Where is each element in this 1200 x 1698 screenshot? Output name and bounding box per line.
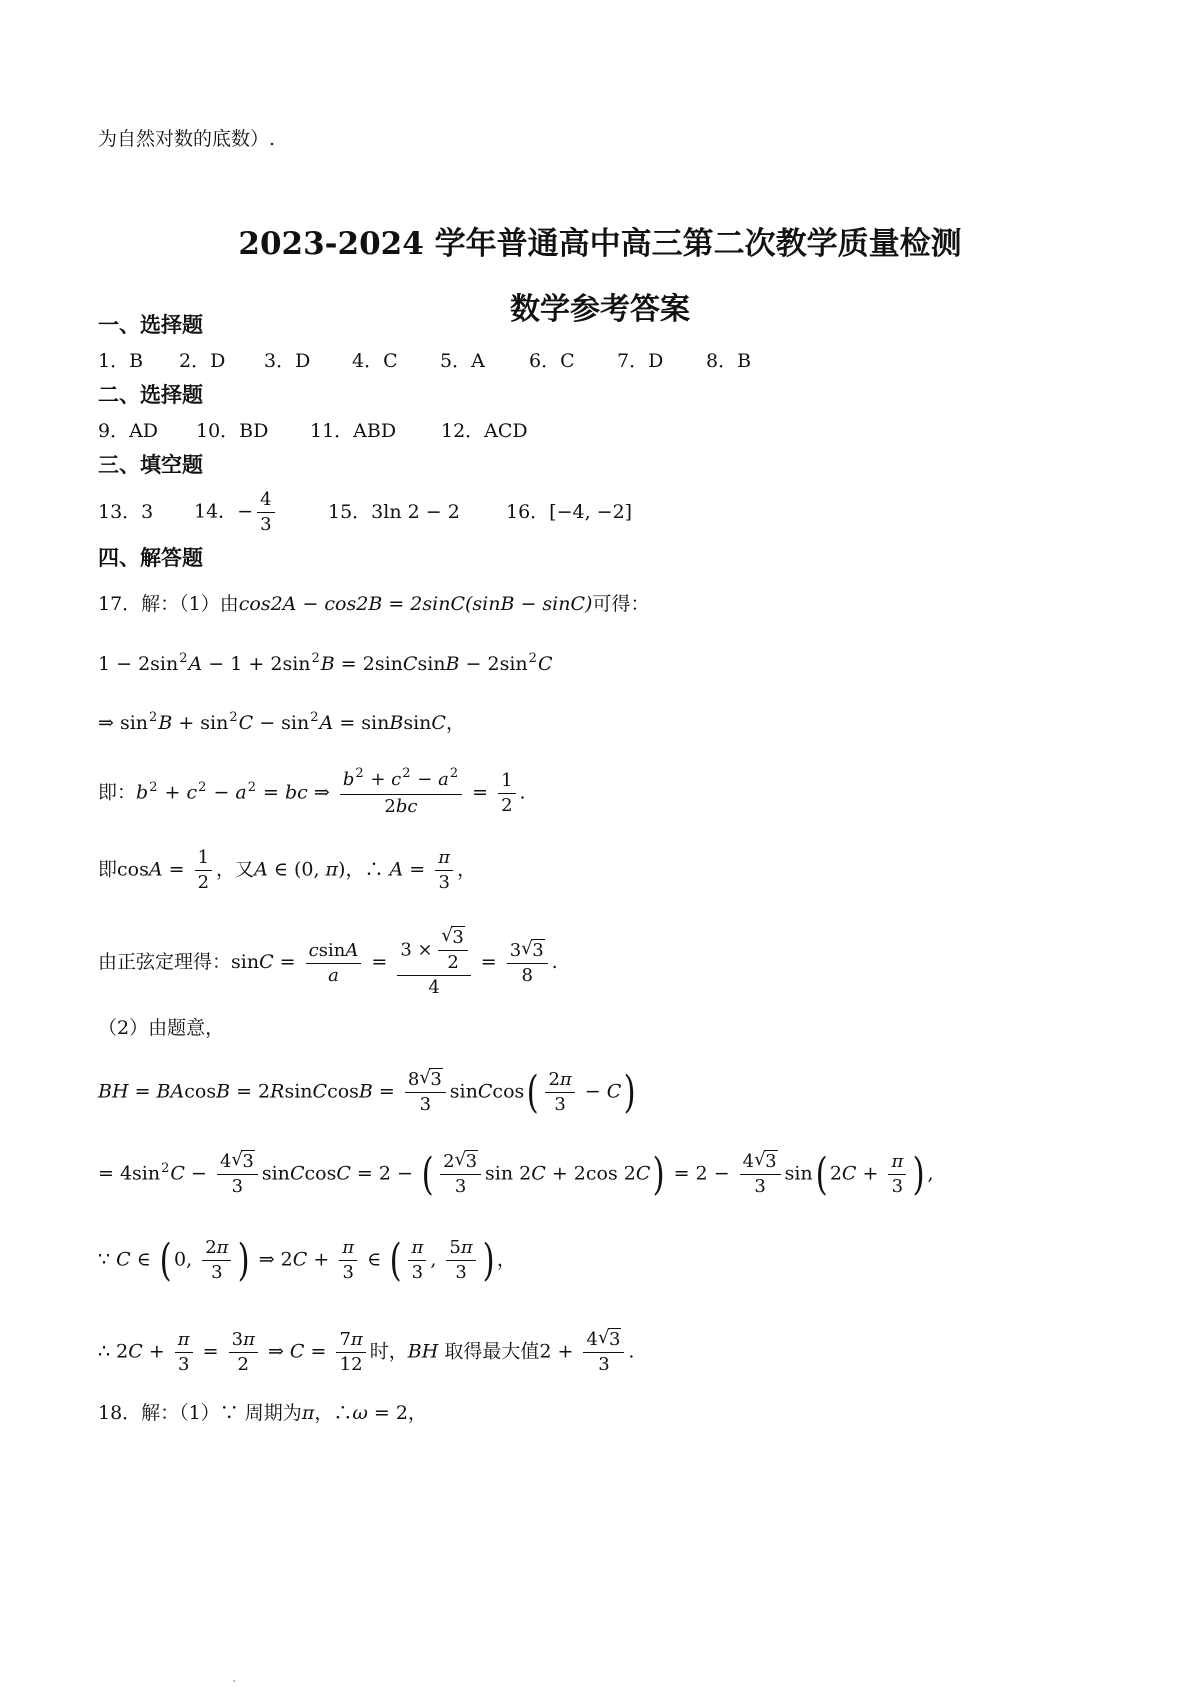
solution-17-line-10: ∵ C ∈ ( 0, $\frac{2\pi}{3}$ ) ⇒ 2C + $\frac{\pi}{3}$ ∈ ( $\frac{\pi}{3}$ , $\frac{5\pi}{3}$ ) ， [98, 1234, 516, 1286]
answer-item: 5．A [440, 350, 485, 372]
answer-item: 7．D [617, 350, 664, 372]
page-title: 2023-2024 学年普通高中高三第二次教学质量检测 [238, 226, 962, 262]
section-heading-solutions: 四、解答题 [98, 546, 203, 570]
answer-item: 11．ABD [310, 420, 397, 442]
solution-17-part-2: （2）由题意， [98, 1017, 225, 1039]
solution-17-line-5: 即cosA = $\frac{1}{2}$ ，又A ∈ (0, π)，∴ A = $\frac{\pi}{3}$ ， [98, 847, 477, 893]
answer-item: 1．B [98, 350, 144, 372]
solution-17-line-11: ∴ 2C + $\frac{\pi}{3}$ = $\frac{3\pi}{2}$ ⇒ C = $\frac{7\pi}{12}$ 时，BH 取得最大值2 + $\frac{4√ 3}{3}$ . [98, 1328, 634, 1377]
answer-item: 12．ACD [441, 420, 528, 442]
answer-item: 6．C [529, 350, 575, 372]
page-subtitle: 数学参考答案 [510, 292, 690, 327]
solution-17-line-3: ⇒ $\sin^2B + \sin^2C - \sin^2A$ = sinBsinC， [98, 710, 465, 734]
section-heading-multi-choice: 二、选择题 [98, 383, 203, 407]
section-heading-choice: 一、选择题 [98, 313, 203, 337]
intro-fragment: 为自然对数的底数）. [98, 128, 276, 150]
answer-item: 2．D [179, 350, 226, 372]
multi-answers-row [98, 419, 528, 443]
fill-answers-row [98, 488, 632, 537]
answer-item: 13．3 [98, 500, 154, 523]
answer-item: 8．B [706, 350, 752, 372]
page-mark [233, 1680, 235, 1682]
answer-item: 14．− $\frac{4}{3}$ [194, 488, 328, 537]
choice-answers-row [98, 349, 751, 373]
solution-17-line-9: = $4\sin^2C$ − $\frac{4√ 3}{3}$ sinCcosC = 2 − ( $\frac{2√ 3}{3}$ sin 2C + 2cos 2C) = 2 − $\frac{4√ 3}{3}$ sin( 2C + $\frac{\pi}{3}$ ) , [98, 1150, 934, 1199]
answer-item: 15．3ln 2 − 2 [328, 500, 460, 523]
answer-item: 9．AD [98, 420, 159, 442]
section-heading-fill: 三、填空题 [98, 453, 203, 477]
solution-17-line-4: 即：$b^2 + c^2 - a^2$ = bc ⇒ $\frac{b^2 + c^2 - a^2}{2bc}$ = $\frac{1}{2}$ . [98, 766, 526, 817]
solution-17-line-2: $1 - 2\sin^2A - 1 + 2\sin^2B$ = 2sinCsinB − $2\sin^2C$ [98, 651, 553, 675]
solution-17-line-6: 由正弦定理得：sinC = $\frac{csinA}{a}$ = 3 × √ $\frac{3}{2}$ 4 = $\frac{3√ 3}{8}$ . [98, 926, 558, 1000]
solution-17-line-8: BH = BAcosB = 2RsinCcosB = $\frac{8√ 3}{3}$ sinCcos( $\frac{2\pi}{3}$ − C) [98, 1068, 638, 1117]
solution-18-line-1: 18．解：（1）∵ 周期为π，∴ω = 2， [98, 1402, 427, 1424]
answer-item: 3．D [264, 350, 311, 372]
answer-item: 16．[−4, −2] [506, 500, 633, 523]
solution-17-line-1: 17．解：（1）由cos2A − cos2B = 2sinC(sinB − sinC)可得： [98, 593, 650, 615]
answer-item: 4．C [352, 350, 398, 372]
answer-item: 10．BD [196, 420, 269, 442]
